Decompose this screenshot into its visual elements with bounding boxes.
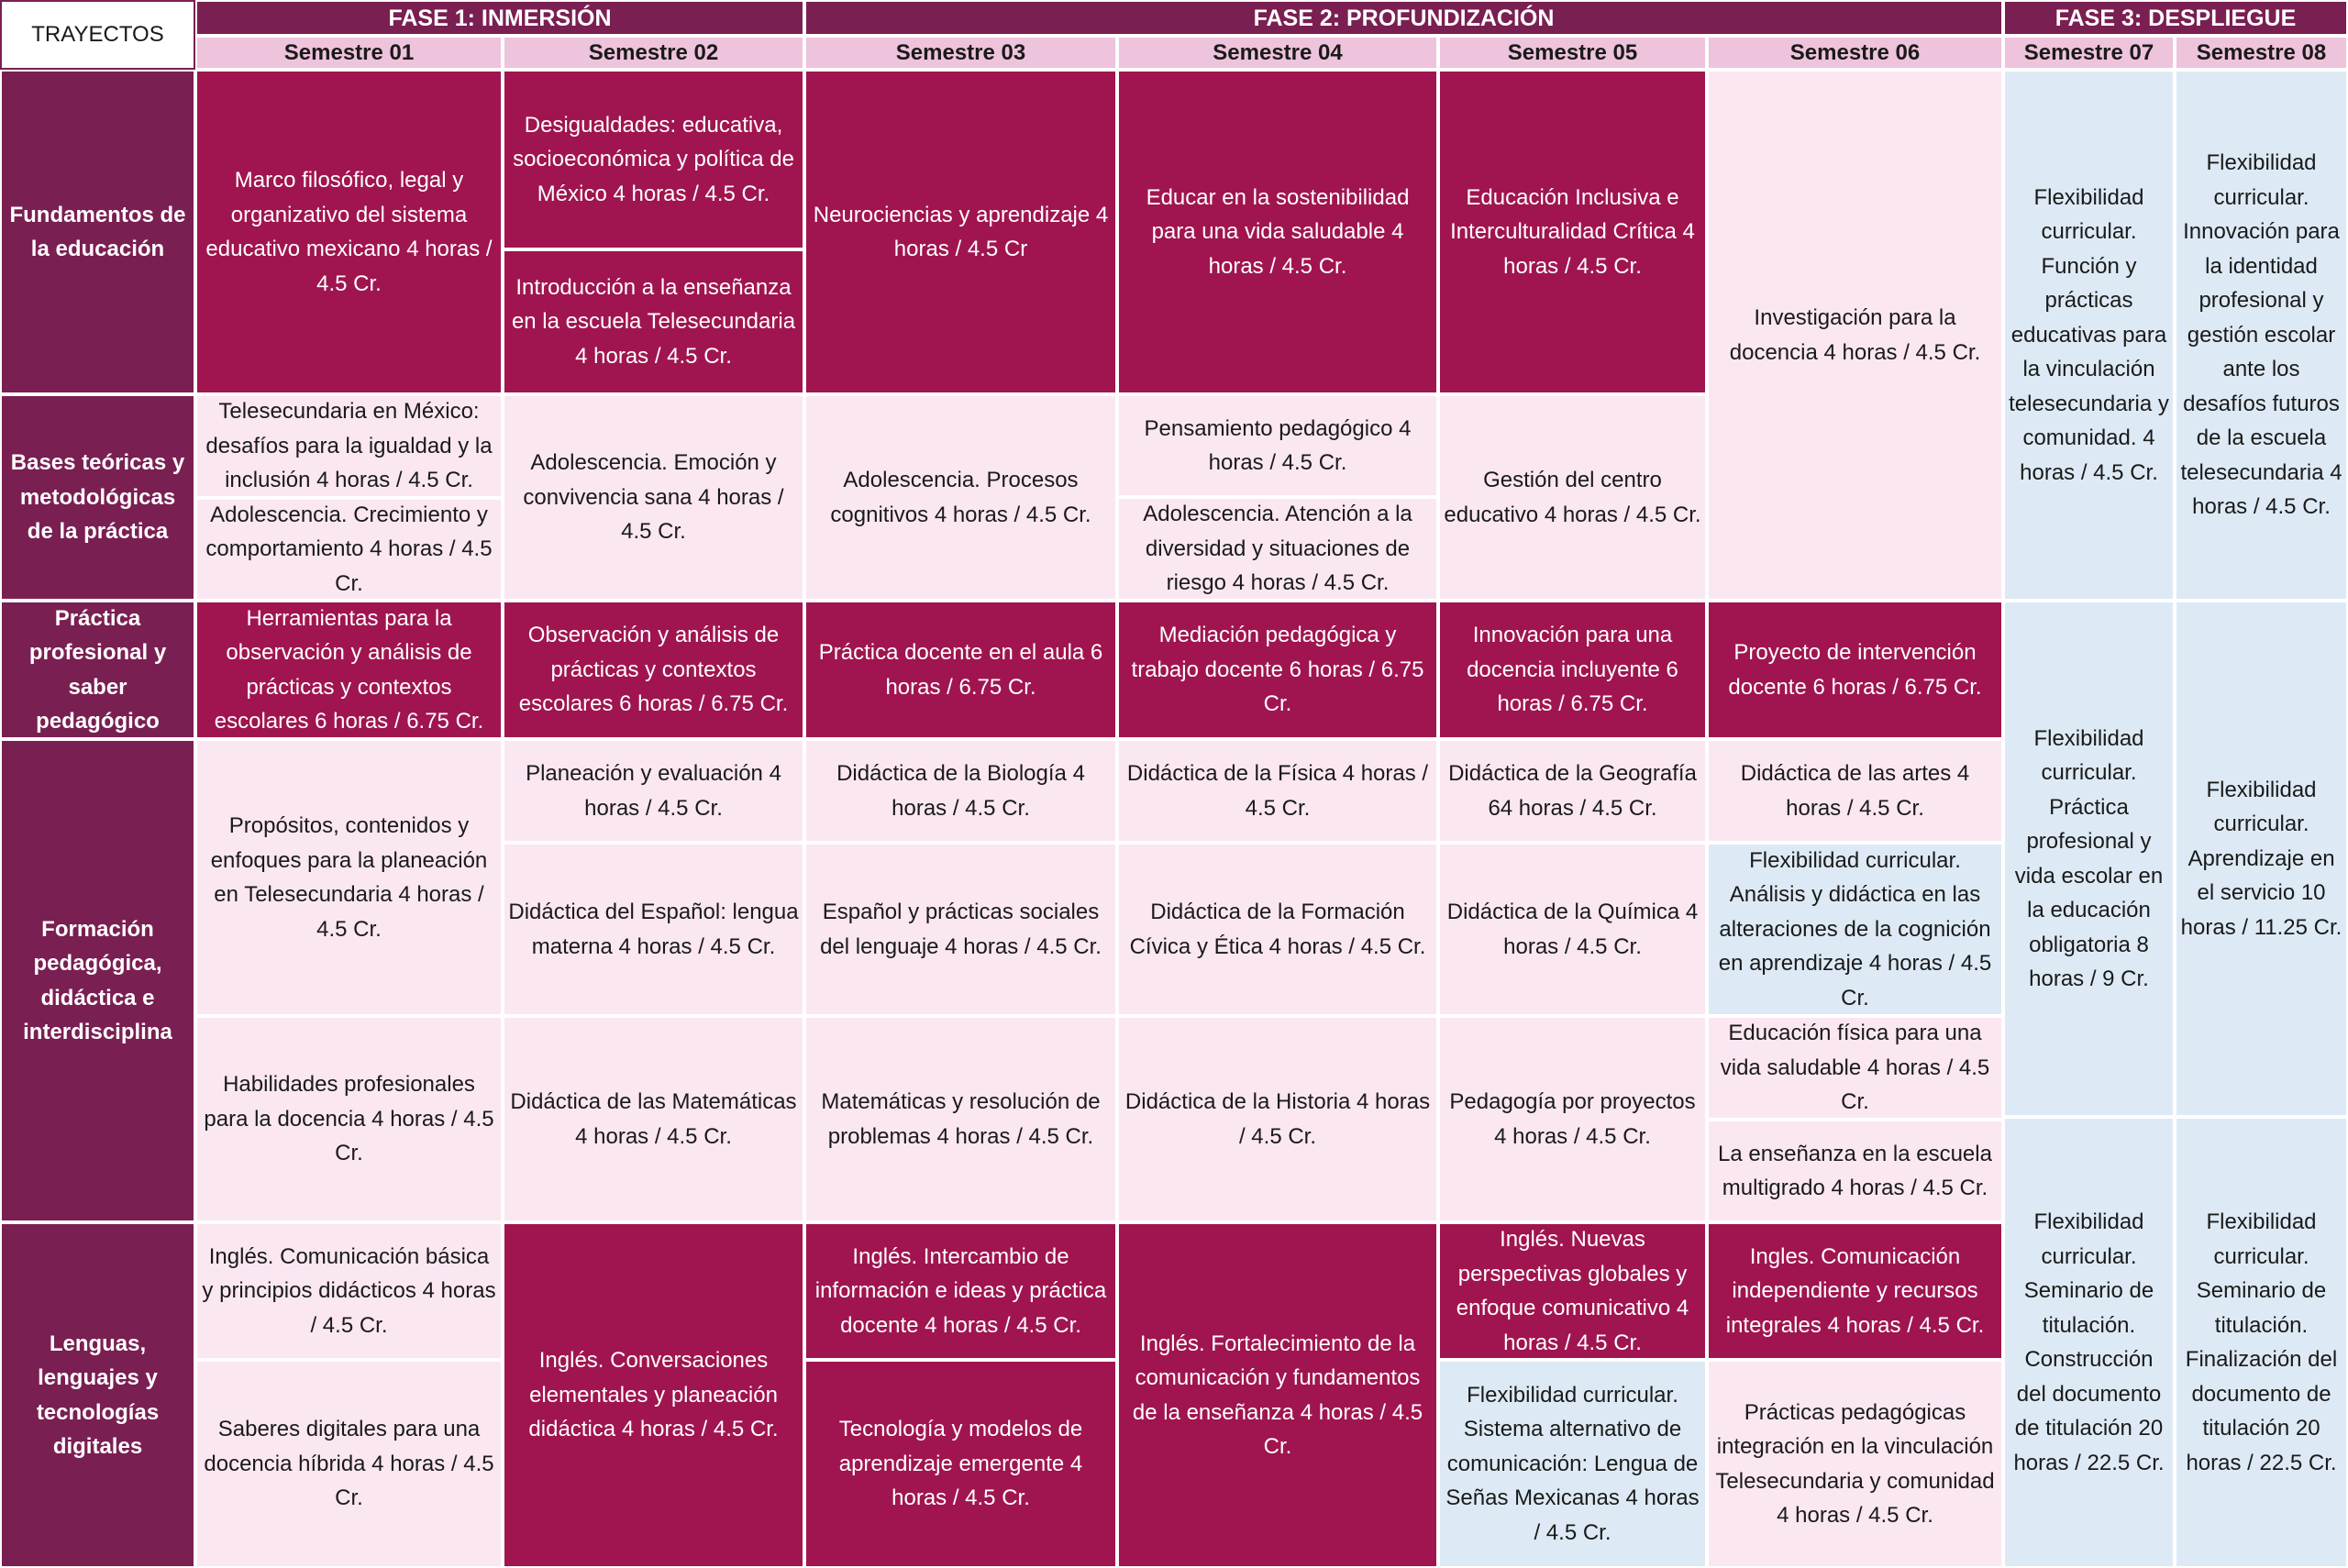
trayecto-bases: Bases teóricas y metodológicas de la práctica <box>0 394 195 601</box>
phase-1-header: FASE 1: INMERSIÓN <box>195 0 804 36</box>
course-cell: Habilidades profesionales para la docencia 4 horas / 4.5 Cr. <box>195 1016 503 1222</box>
semester-06-header: Semestre 06 <box>1707 36 2003 70</box>
course-cell: Didáctica de la Física 4 horas / 4.5 Cr. <box>1117 739 1438 843</box>
course-cell: Inglés. Conversaciones elementales y planeación didáctica 4 horas / 4.5 Cr. <box>503 1222 804 1568</box>
semester-01-header: Semestre 01 <box>195 36 503 70</box>
course-cell-flexibilidad: Flexibilidad curricular. Innovación para la identidad profesional y gestión escolar ante los desafíos futuros de la escuela telesecundaria 4 horas / 4.5 Cr. <box>2175 70 2348 601</box>
course-cell-flexibilidad: Flexibilidad curricular. Función y prácticas educativas para la vinculación telesecundaria y comunidad. 4 horas / 4.5 Cr. <box>2003 70 2175 601</box>
phase-3-header: FASE 3: DESPLIEGUE <box>2003 0 2348 36</box>
course-cell: Adolescencia. Emoción y convivencia sana 4 horas / 4.5 Cr. <box>503 394 804 601</box>
course-cell: Investigación para la docencia 4 horas / 4.5 Cr. <box>1707 70 2003 601</box>
course-cell: Didáctica de las Matemáticas 4 horas / 4.5 Cr. <box>503 1016 804 1222</box>
course-cell-flexibilidad: Flexibilidad curricular. Práctica profesional y vida escolar en la educación obligatoria 8 horas / 9 Cr. <box>2003 601 2175 1117</box>
course-cell: Didáctica de la Geografía 64 horas / 4.5 Cr. <box>1438 739 1707 843</box>
course-cell: Didáctica de la Química 4 horas / 4.5 Cr. <box>1438 843 1707 1016</box>
trayecto-practica: Práctica profesional y saber pedagógico <box>0 601 195 739</box>
trayecto-formacion: Formación pedagógica, didáctica e interdisciplina <box>0 739 195 1222</box>
course-cell: Proyecto de intervención docente 6 horas / 6.75 Cr. <box>1707 601 2003 739</box>
course-cell-flexibilidad: Flexibilidad curricular. Seminario de titulación. Finalización del documento de titulación 20 horas / 22.5 Cr. <box>2175 1117 2348 1568</box>
course-cell: Herramientas para la observación y análisis de prácticas y contextos escolares 6 horas / 6.75 Cr. <box>195 601 503 739</box>
course-cell: Desigualdades: educativa, socioeconómica y política de México 4 horas / 4.5 Cr. <box>503 70 804 249</box>
course-cell-flexibilidad: Flexibilidad curricular. Sistema alternativo de comunicación: Lengua de Señas Mexicanas 4 horas / 4.5 Cr. <box>1438 1360 1707 1568</box>
trayecto-lenguas: Lenguas, lenguajes y tecnologías digitales <box>0 1222 195 1568</box>
course-cell: Neurociencias y aprendizaje 4 horas / 4.5 Cr <box>804 70 1117 394</box>
course-cell: Didáctica del Español: lengua materna 4 horas / 4.5 Cr. <box>503 843 804 1016</box>
trayecto-fundamentos: Fundamentos de la educación <box>0 70 195 394</box>
semester-03-header: Semestre 03 <box>804 36 1117 70</box>
semester-02-header: Semestre 02 <box>503 36 804 70</box>
course-cell-flexibilidad: Flexibilidad curricular. Seminario de titulación. Construcción del documento de titulación 20 horas / 22.5 Cr. <box>2003 1117 2175 1568</box>
course-cell: Ingles. Comunicación independiente y recursos integrales 4 horas / 4.5 Cr. <box>1707 1222 2003 1360</box>
course-cell: La enseñanza en la escuela multigrado 4 horas / 4.5 Cr. <box>1707 1120 2003 1222</box>
course-cell: Innovación para una docencia incluyente 6 horas / 6.75 Cr. <box>1438 601 1707 739</box>
semester-04-header: Semestre 04 <box>1117 36 1438 70</box>
course-cell: Propósitos, contenidos y enfoques para la planeación en Telesecundaria 4 horas / 4.5 Cr. <box>195 739 503 1016</box>
phase-2-header: FASE 2: PROFUNDIZACIÓN <box>804 0 2003 36</box>
course-cell: Español y prácticas sociales del lenguaje 4 horas / 4.5 Cr. <box>804 843 1117 1016</box>
semester-08-header: Semestre 08 <box>2175 36 2348 70</box>
course-cell: Didáctica de la Biología 4 horas / 4.5 Cr. <box>804 739 1117 843</box>
course-cell: Didáctica de las artes 4 horas / 4.5 Cr. <box>1707 739 2003 843</box>
course-cell: Pensamiento pedagógico 4 horas / 4.5 Cr. <box>1117 394 1438 497</box>
course-cell: Observación y análisis de prácticas y contextos escolares 6 horas / 6.75 Cr. <box>503 601 804 739</box>
course-cell: Marco filosófico, legal y organizativo del sistema educativo mexicano 4 horas / 4.5 Cr. <box>195 70 503 394</box>
course-cell: Práctica docente en el aula 6 horas / 6.75 Cr. <box>804 601 1117 739</box>
course-cell: Didáctica de la Historia 4 horas / 4.5 Cr. <box>1117 1016 1438 1222</box>
course-cell: Telesecundaria en México: desafíos para la igualdad y la inclusión 4 horas / 4.5 Cr. <box>195 394 503 498</box>
course-cell: Educar en la sostenibilidad para una vida saludable 4 horas / 4.5 Cr. <box>1117 70 1438 394</box>
course-cell: Saberes digitales para una docencia híbrida 4 horas / 4.5 Cr. <box>195 1360 503 1568</box>
course-cell: Mediación pedagógica y trabajo docente 6 horas / 6.75 Cr. <box>1117 601 1438 739</box>
course-cell: Gestión del centro educativo 4 horas / 4.5 Cr. <box>1438 394 1707 601</box>
course-cell: Inglés. Comunicación básica y principios didácticos 4 horas / 4.5 Cr. <box>195 1222 503 1360</box>
course-cell-flexibilidad: Flexibilidad curricular. Análisis y didáctica en las alteraciones de la cognición en aprendizaje 4 horas / 4.5 Cr. <box>1707 843 2003 1016</box>
course-cell: Inglés. Intercambio de información e ideas y práctica docente 4 horas / 4.5 Cr. <box>804 1222 1117 1360</box>
course-cell: Adolescencia. Crecimiento y comportamiento 4 horas / 4.5 Cr. <box>195 498 503 601</box>
semester-05-header: Semestre 05 <box>1438 36 1707 70</box>
semester-07-header: Semestre 07 <box>2003 36 2175 70</box>
course-cell-flexibilidad: Flexibilidad curricular. Aprendizaje en el servicio 10 horas / 11.25 Cr. <box>2175 601 2348 1117</box>
course-cell: Inglés. Fortalecimiento de la comunicación y fundamentos de la enseñanza 4 horas / 4.5 Cr. <box>1117 1222 1438 1568</box>
course-cell: Tecnología y modelos de aprendizaje emergente 4 horas / 4.5 Cr. <box>804 1360 1117 1568</box>
course-cell: Inglés. Nuevas perspectivas globales y enfoque comunicativo 4 horas / 4.5 Cr. <box>1438 1222 1707 1360</box>
trayectos-header: TRAYECTOS <box>0 0 195 70</box>
course-cell: Introducción a la enseñanza en la escuela Telesecundaria 4 horas / 4.5 Cr. <box>503 249 804 394</box>
course-cell: Planeación y evaluación 4 horas / 4.5 Cr. <box>503 739 804 843</box>
course-cell: Educación Inclusiva e Interculturalidad Crítica 4 horas / 4.5 Cr. <box>1438 70 1707 394</box>
course-cell: Educación física para una vida saludable 4 horas / 4.5 Cr. <box>1707 1016 2003 1120</box>
course-cell: Prácticas pedagógicas integración en la vinculación Telesecundaria y comunidad 4 horas / 4.5 Cr. <box>1707 1360 2003 1568</box>
course-cell: Adolescencia. Procesos cognitivos 4 horas / 4.5 Cr. <box>804 394 1117 601</box>
course-cell: Matemáticas y resolución de problemas 4 horas / 4.5 Cr. <box>804 1016 1117 1222</box>
course-cell: Pedagogía por proyectos 4 horas / 4.5 Cr. <box>1438 1016 1707 1222</box>
course-cell: Didáctica de la Formación Cívica y Ética 4 horas / 4.5 Cr. <box>1117 843 1438 1016</box>
course-cell: Adolescencia. Atención a la diversidad y situaciones de riesgo 4 horas / 4.5 Cr. <box>1117 497 1438 601</box>
